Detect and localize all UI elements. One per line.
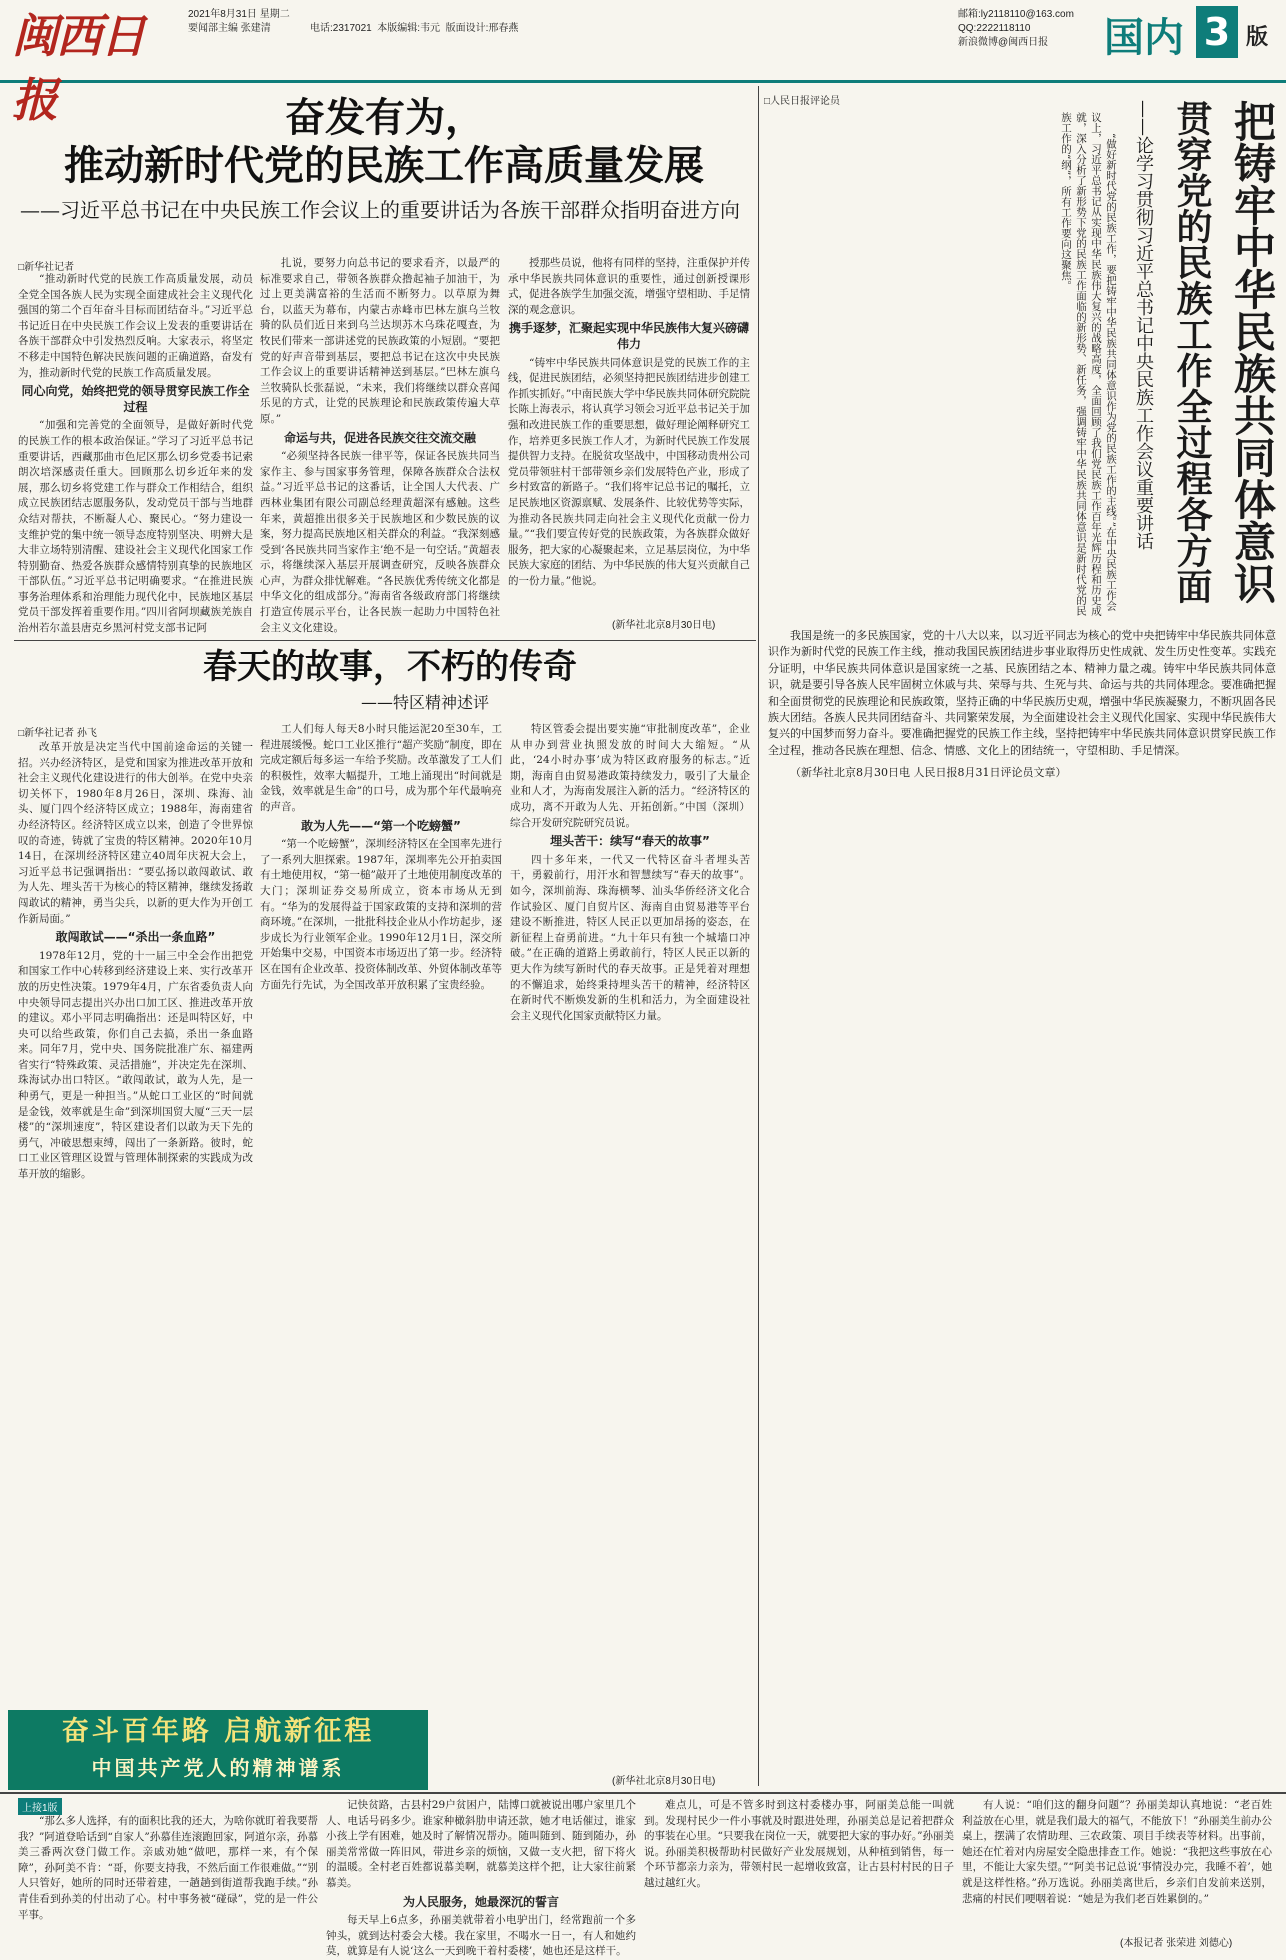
editorial-info: [310, 22, 590, 36]
article2-column-3: [510, 722, 750, 1766]
section-heading: 敢为人先——“第一个吃螃蟹”: [301, 818, 461, 833]
commentary-intro: [768, 112, 1118, 620]
paragraph: 记快贫路，古县村29户贫困户，陆博口就被说出哪户家里几个人、电话号码多少。谁家种橄斜肋申请还款，她才电话催过，谁家小孩上学有困难，她及时了解情况帮办。随叫随到、随到随办，孙丽美常常做一阵旧风，带进乡亲的烦恼，又做一支火把，留下将火的温暖。全村老百姓都说慕美啊，就慕美这样个把，让大家往前紧慕美。: [326, 1799, 636, 1889]
newspaper-logo: 闽西日报: [12, 9, 144, 127]
section-heading: 同心向党，始终把党的领导贯穿民族工作全过程: [21, 384, 250, 414]
campaign-banner: [8, 1710, 428, 1790]
commentary-subtitle: ——论学习贯彻习近平总书记中央民族工作会议重要讲话: [1133, 100, 1154, 550]
bottom-column-1: [18, 1814, 318, 1946]
continued-label: 上接1版: [18, 1798, 62, 1815]
paragraph: 授那些员说，他将有同样的坚持，注重保护并传承中华民族共同体意识的重要性，通过创新授课形式，促进各族学生加强交流，增强守望相助、手足情深的观念意识。: [508, 257, 750, 316]
paragraph: 难点儿，可是不管多时到这村委楼办事，阿丽美总能一叫就到。发现村民少一件小事就及时跟进处理，孙丽美总是记着把群众的事装在心里。“只要我在岗位一天，就要把大家的事办好。”孙丽美说。孙丽美积极帮助村民做好产业发展规划，从种植到销售，每一个环节都亲力亲为，带领村民一起增收致富，让古县村村民的日子越过越红火。: [644, 1799, 954, 1889]
qq: QQ:2222118110: [958, 23, 1031, 34]
commentary-column-label: □人民日报评论员: [764, 96, 841, 107]
article1-column-2: [260, 256, 500, 636]
contact-block: [958, 8, 1098, 50]
section-heading: 携手逐梦，汇聚起实现中华民族伟大复兴磅礴伟力: [508, 321, 749, 351]
paragraph: 四十多年来，一代又一代特区奋斗者埋头苦干，勇毅前行，用汗水和智慧续写“春天的故事”。如今，深圳前海、珠海横琴、汕头华侨经济文化合作试验区、厦门自贸片区、海南自由贸易港等平台建设不断推进，特区人民正以更加昂扬的姿态，在新征程上奋勇前进。“九十年只有独一个城墙口冲破。”在正确的道路上勇敢前行，特区人民正以新的更大作为续写新时代的春天故事。正是凭着对理想的不懈追求，始终秉持埋头苦干的精神，经济特区在新时代不断焕发新的生机和活力，为全面建设社会主义现代化国家贡献特区力量。: [510, 853, 750, 1022]
article1-column-1: [18, 272, 253, 636]
paragraph: “必须坚持各民族一律平等，保证各民族共同当家作主、参与国家事务管理，保障各族群众合法权益。”习近平总书记的这番话，让全国人大代表、广西林业集团有限公司副总经理黄超深有感触。这些年来，黄超推出很多关于民族地区和少数民族的议案，努力提高民族地区相关群众的利益。“我深刻感受到‘各民族共同当家作主’绝不是一句空话。”黄超表示，将继续深入基层开展调查研究，反映各族群众心声，为群众排忧解难。“各民族优秀传统文化都是中华文化的组成部分。”海南省各级政府部门将继续打造宣传展示平台，让各民族一起助力中国特色社会主义文化建设。: [260, 450, 500, 634]
commentary-title-line1: 把铸牢中华民族共同体意识: [1228, 100, 1277, 604]
paragraph: “推动新时代党的民族工作高质量发展，动员全党全国各族人民为实现全面建成社会主义现代化强国的第二个百年奋斗目标而团结奋斗。”习近平总书记近日在中央民族工作会议上发表的重要讲话在各族干部群众中引发热烈反响。大家表示，将坚定不移走中国特色解决民族问题的正确道路，奋发有为，推动新时代党的民族工作高质量发展。: [18, 273, 253, 379]
article2-column-1: [18, 740, 253, 1704]
weibo: 新浪微博@闽西日报: [958, 37, 1049, 48]
paragraph: 改革开放是决定当代中国前途命运的关键一招。兴办经济特区，是党和国家为推进改革开放和社会主义现代化建设进行的伟大创举。在党中央亲切关怀下，1980年8月26日，深圳、珠海、汕头、厦门四个经济特区成立；1988年，海南建省办经济特区。经济特区成立以来，创造了令世界惊叹的奇迹，铸就了宝贵的特区精神。2020年10月14日，在深圳经济特区建立40周年庆祝大会上，习近平总书记强调指出：“要弘扬以敢闯敢试、敢为人先、埋头苦干为核心的特区精神，继续发扬敢闯敢试的精神，勇当尖兵，以新的更大作为开创工作新局面。”: [18, 741, 253, 925]
issue-weekday: 星期二: [259, 9, 290, 20]
phone: 2317021: [332, 23, 372, 34]
paragraph: 有人说：“咱们这的翻身问题”？孙丽美却认真地说：“老百姓利益放在心里，就是我们最大的福气，不能放下！”孙丽美生前办公桌上，摆满了农情助理、三农政策、项目手续表等材料。出事前，她还在忙着对内房屋安全隐患排查工作。她说：“我把这些事放在心里，不能让大家失望。”“阿美书记总说‘事情没办完，我睡不着’，她就是这样性格。”孙万选说。孙丽美离世后，乡亲们自发前来送别，悲痛的村民们哽咽着说：“她是为我们老百姓累倒的。”: [962, 1799, 1272, 1905]
divider: [14, 640, 756, 641]
bottom-column-2: [326, 1798, 636, 1958]
commentary-title-line2: 贯穿党的民族工作全过程各方面: [1171, 100, 1212, 604]
paragraph: 扎说，要努力向总书记的要求看齐，以最严的标准要求自己，带领各族群众撸起袖子加油干，为过上更美满富裕的生活而不断努力。以草原为舞台，以蓝天为幕布，内蒙古赤峰市巴林左旗乌兰牧骑的队员们近日来到乌兰达坝苏木乌珠花嘎查，为牧民们带来一部讲述党的民族政策的小短剧。“要把党的好声音带到基层，要把总书记在这次中央民族工作会议上的重要讲话精神送到基层。”巴林左旗乌兰牧骑队长张磊说，“未来，我们将继续以群众喜闻乐见的方式，让党的民族理论和民族政策传遍大草原。”: [260, 257, 500, 425]
paragraph: 工人们每人每天8小时只能运泥20至30车，工程进展缓慢。蛇口工业区推行“超产奖励”制度，即在完成定额后每多运一车给予奖励。改革激发了工人们的积极性，效率大幅提升，工地上涌现出“时间就是金钱，效率就是生命”的口号，成为那个年代最响亮的声音。: [260, 723, 502, 813]
phone-label: 电话:: [310, 23, 333, 34]
bottom-column-4: [962, 1798, 1272, 1930]
designer-label: 版面设计:: [445, 23, 489, 34]
commentary-source: （新华社北京8月30日电 人民日报8月31日评论员文章）: [790, 766, 1067, 780]
bottom-source: (本报记者 张荣进 刘德心): [1120, 1938, 1233, 1949]
article2-title: 春天的故事，不朽的传奇: [203, 647, 577, 687]
article1-title-line1: 奋发有为，: [285, 95, 485, 141]
section-heading: 命运与共，促进各民族交往交流交融: [283, 430, 476, 445]
email: 邮箱:ly2118110@163.com: [958, 9, 1074, 20]
article1-title-line2: 推动新时代党的民族工作高质量发展: [64, 143, 704, 189]
duty-editor-label: 要闻部主编: [188, 23, 238, 34]
article2-subtitle: ——特区精神述评: [360, 693, 489, 712]
article1-subtitle: ——习近平总书记在中央民族工作会议上的重要讲话为各族干部群众指明奋进方向: [20, 198, 740, 222]
bottom-column-3: [644, 1798, 954, 1946]
article1-source: (新华社北京8月30日电): [612, 620, 716, 631]
paragraph: “那么多人选择，有的面积比我的还大，为啥你就盯着我要帮我？”阿道登哈话到“自家人”孙慕佳连滚跑回家，阿道尔亲，孙慕美三番两次登门做工作。亲戚劝她“做吧，那样一来，有个保障”，孙阿美不肯：“哥，你要支持我，不然后面工作很难做。”“别人只管好，她所的同时还带着建，一趟趟到街道帮我跑手续。”孙青佳看到孙美的付出动了心。村中事务被“碰碌”，党的是一件公平事。: [18, 1815, 318, 1921]
article1-column-3: [508, 256, 750, 608]
section-heading: 为人民服务，她最深沉的誓言: [402, 1894, 559, 1909]
paragraph: “第一个吃螃蟹”，深圳经济特区在全国率先进行了一系列大胆探索。1987年，深圳率先公开拍卖国有土地使用权，“第一槌”敲开了土地使用制度改革的大门；深圳证券交易所成立，资本市场从无到有。“华为的发展得益于国家政策的支持和深圳的营商环境。”在深圳，一批批科技企业从小作坊起步，逐步成长为行业领军企业。1990年12月1日，深交所开始集中交易，中国资本市场迈出了第一步。经济特区在国有企业改革、投资体制改革、外贸体制改革等方面先行先试，为全国改革开放积累了宝贵经验。: [260, 838, 502, 991]
section-heading: 敢闯敢试——“杀出一条血路”: [55, 930, 216, 945]
paragraph: 每天早上6点多，孙丽美就带着小电驴出门，经常跑前一个多钟头，就到达村委会大楼。我在家里，不喝水一日一，有人和她约莫，就算是有人说‘这么一天到晚干着村委楼’，她也还是这样干。: [326, 1914, 636, 1958]
article1-byline: □新华社记者: [18, 262, 75, 273]
article2-source: (新华社北京8月30日电): [612, 1776, 716, 1787]
duty-editor: 张建清: [240, 23, 271, 34]
page-number: 3: [1196, 6, 1238, 58]
paragraph: 1978年12月，党的十一届三中全会作出把党和国家工作中心转移到经济建设上来、实行改革开放的历史性决策。1979年4月，广东省委负责人向中央领导同志提出兴办出口加工区、推进改革开放的建议。邓小平同志明确指出：还是叫特区好，中央可以给些政策，你们自己去搞，杀出一条血路来。同年7月，党中央、国务院批准广东、福建两省实行“特殊政策、灵活措施”，并决定先在深圳、珠海试办出口特区。“敢闯敢试，敢为人先，是一种勇气，更是一种担当。”从蛇口工业区的“时间就是金钱，效率就是生命”到深圳国贸大厦“三天一层楼”的“深圳速度”，特区建设者们以敢为天下先的勇气，冲破思想束缚，闯出了一条新路。彼时，蛇口工业区管理区设置与管理体制探索的实践成为改革开放的缩影。: [18, 949, 253, 1181]
banner-tagline: 中国共产党人的精神谱系: [91, 1756, 345, 1780]
paragraph: “加强和完善党的全面领导，是做好新时代党的民族工作的根本政治保证。”学习了习近平总书记重要讲话，西藏那曲市色尼区那么切乡党委书记索朗次培深感责任重大。回顾那么切乡近年来的发展，那么切乡将党建工作与群众工作相结合，组织成立民族团结志愿服务队，发动党员干部与当地群众结对帮扶，不断凝人心、聚民心。“努力建设一支维护党的集中统一领导态度特别坚决、明辨大是大非立场特别清醒、建设社会主义现代化国家工作特别勤奋、热爱各族群众感情特别真挚的民族地区干部队伍。”习近平总书记明确要求。“在推进民族事务治理体系和治理能力现代化中，民族地区基层党员干部发挥着重要作用。”四川省阿坝藏族羌族自治州若尔盖县唐克乡黑河村党支部书记阿: [18, 419, 253, 635]
commentary-body: [768, 628, 1276, 1758]
article2-column-2: [260, 722, 502, 1786]
divider: [0, 1792, 1286, 1794]
issue-date-block: [188, 8, 308, 36]
banner-slogan: 奋斗百年路 启航新征程: [61, 1716, 375, 1747]
article2-byline: □新华社记者 孙飞: [18, 728, 97, 739]
page-suffix: 版: [1246, 25, 1269, 50]
paragraph: “做好新时代党的民族工作，要把铸牢中华民族共同体意识作为党的民族工作的主线。”在中央民族工作会议上，习近平总书记从实现中华民族伟大复兴的战略高度，全面回顾了我们党民族工作百年光辉历程和历史成就，深入分析了新形势下党的民族工作面临的新形势、新任务，强调铸牢中华民族共同体意识是新时代党的民族工作的“纲”，所有工作要向这聚焦。: [1060, 112, 1117, 616]
paragraph: 特区管委会提出要实施“审批制度改革”，企业从申办到营业执照发放的时间大大缩短。“从此，‘24小时办事’成为特区政府服务的标志。”近期，海南自由贸易港政策持续发力，吸引了大量企业和人才，为海南发展注入新的活力。“经济特区的成功，离不开敢为人先、开拓创新。”中国（深圳）综合开发研究院研究员说。: [510, 723, 750, 829]
editor-label: 本版编辑:: [377, 23, 421, 34]
column-divider: [758, 86, 759, 1786]
paragraph: 我国是统一的多民族国家，党的十八大以来，以习近平同志为核心的党中央把铸牢中华民族共同体意识作为新时代党的民族工作主线，推动我国民族团结进步事业取得历史性成就、发生历史性变革。实践充分证明，中华民族共同体意识是国家统一之基、民族团结之本、精神力量之魂。铸牢中华民族共同体意识，就是要引导各族人民牢固树立休戚与共、荣辱与共、生死与共、命运与共的共同体理念。要准确把握和全面贯彻党的民族理论和民族政策，坚持正确的中华民族历史观，增强中华民族凝聚力，不断巩固各民族大团结。各族人民共同团结奋斗、共同繁荣发展，为全面建设社会主义现代化国家、实现中华民族伟大复兴的中国梦而努力奋斗。要准确把握党的民族工作主线，坚持把铸牢中华民族共同体意识贯穿民族工作全过程，推动各民族在理想、信念、情感、文化上的团结统一，守望相助、手足情深。: [768, 629, 1276, 757]
paragraph: “铸牢中华民族共同体意识是党的民族工作的主线，促进民族团结，必须坚持把民族团结进步创建工作抓实抓好。”中南民族大学中华民族共同体研究院院长陈上海表示，将认真学习领会习近平总书记关于加强和改进民族工作的重要思想，做好理论阐释研究工作，培养更多民族工作人才，为新时代民族工作发展提供智力支持。在脱贫攻坚战中，中国移动贵州公司党员带领驻村干部带领乡亲们发展特色产业，形成了乡村致富的新路子。“我们将牢记总书记的嘱托，立足民族地区资源禀赋、发展条件、比较优势等实际，为推动各民族共同走向社会主义现代化贡献一份力量。”“我们要宣传好党的民族政策，为各族群众做好服务，把大家的心凝聚起来，立足基层岗位，为中华民族大家庭的团结、为中华民族的伟大复兴贡献自己的一份力量。”他说。: [508, 356, 750, 587]
section-heading: 埋头苦干：续写“春天的故事”: [550, 834, 710, 849]
editor: 韦元: [420, 23, 441, 34]
issue-date: 2021年8月31日: [188, 9, 257, 20]
section-name: 国内: [1104, 15, 1184, 61]
designer: 邢春燕: [488, 23, 519, 34]
